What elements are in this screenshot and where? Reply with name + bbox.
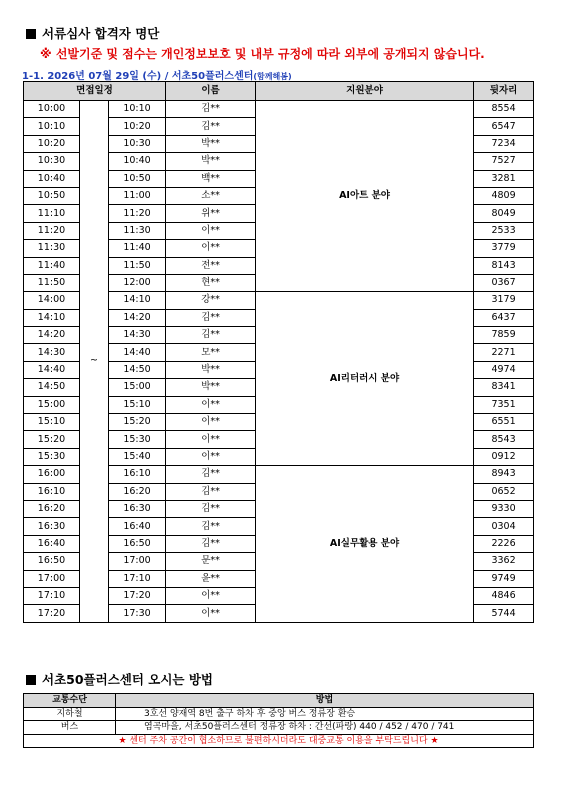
start-time: 16:20 bbox=[24, 500, 80, 517]
applicant-name: 김** bbox=[166, 309, 256, 326]
field-cell: AI리터러시 분야 bbox=[256, 292, 474, 466]
start-time: 10:50 bbox=[24, 187, 80, 204]
end-time: 14:20 bbox=[109, 309, 166, 326]
start-time: 14:40 bbox=[24, 361, 80, 378]
applicant-name: 이** bbox=[166, 431, 256, 448]
start-time: 14:50 bbox=[24, 379, 80, 396]
transport-mode: 버스 bbox=[24, 721, 116, 735]
end-time: 15:00 bbox=[109, 379, 166, 396]
applicant-name: 전** bbox=[166, 257, 256, 274]
applicant-id: 9330 bbox=[474, 500, 534, 517]
applicant-id: 2226 bbox=[474, 535, 534, 552]
start-time: 10:10 bbox=[24, 118, 80, 135]
end-time: 14:10 bbox=[109, 292, 166, 309]
start-time: 16:30 bbox=[24, 518, 80, 535]
applicant-id: 8341 bbox=[474, 379, 534, 396]
applicant-name: 이** bbox=[166, 396, 256, 413]
start-time: 15:00 bbox=[24, 396, 80, 413]
applicant-id: 4809 bbox=[474, 187, 534, 204]
applicant-name: 윤** bbox=[166, 570, 256, 587]
start-time: 14:10 bbox=[24, 309, 80, 326]
start-time: 10:40 bbox=[24, 170, 80, 187]
applicant-name: 모** bbox=[166, 344, 256, 361]
applicant-name: 위** bbox=[166, 205, 256, 222]
schedule-subtitle bbox=[22, 67, 292, 82]
applicant-name: 박** bbox=[166, 153, 256, 170]
applicant-id: 8943 bbox=[474, 466, 534, 483]
start-time: 11:30 bbox=[24, 240, 80, 257]
applicant-id: 8143 bbox=[474, 257, 534, 274]
schedule-header-row bbox=[24, 82, 534, 101]
applicant-id: 7234 bbox=[474, 135, 534, 152]
end-time: 10:20 bbox=[109, 118, 166, 135]
end-time: 12:00 bbox=[109, 274, 166, 291]
applicant-id: 5744 bbox=[474, 605, 534, 622]
header-field: 지원분야 bbox=[256, 82, 474, 101]
end-time: 11:50 bbox=[109, 257, 166, 274]
end-time: 10:50 bbox=[109, 170, 166, 187]
applicant-name: 이** bbox=[166, 587, 256, 604]
end-time: 11:40 bbox=[109, 240, 166, 257]
applicant-id: 9749 bbox=[474, 570, 534, 587]
end-time: 10:30 bbox=[109, 135, 166, 152]
transport-warning-row bbox=[24, 734, 534, 748]
end-time: 17:00 bbox=[109, 553, 166, 570]
applicant-id: 8554 bbox=[474, 101, 534, 118]
applicant-id: 7527 bbox=[474, 153, 534, 170]
applicant-name: 이** bbox=[166, 240, 256, 257]
transport-mode: 지하철 bbox=[24, 707, 116, 721]
table-row bbox=[24, 101, 534, 118]
applicant-id: 6437 bbox=[474, 309, 534, 326]
end-time: 15:30 bbox=[109, 431, 166, 448]
applicant-name: 문** bbox=[166, 553, 256, 570]
schedule-body bbox=[24, 101, 534, 623]
applicant-name: 김** bbox=[166, 118, 256, 135]
applicant-id: 8049 bbox=[474, 205, 534, 222]
applicant-id: 2271 bbox=[474, 344, 534, 361]
end-time: 11:00 bbox=[109, 187, 166, 204]
applicant-name: 이** bbox=[166, 222, 256, 239]
end-time: 10:10 bbox=[109, 101, 166, 118]
applicant-name: 박** bbox=[166, 361, 256, 378]
applicant-id: 3179 bbox=[474, 292, 534, 309]
applicant-name: 김** bbox=[166, 518, 256, 535]
transport-route: 염곡마을, 서초50플러스센터 정류장 하차 : 간선(파랑) 440 / 452 / 470 / 741 bbox=[116, 721, 534, 735]
start-time: 11:20 bbox=[24, 222, 80, 239]
applicant-id: 7351 bbox=[474, 396, 534, 413]
end-time: 15:10 bbox=[109, 396, 166, 413]
applicant-name: 김** bbox=[166, 101, 256, 118]
start-time: 11:10 bbox=[24, 205, 80, 222]
end-time: 10:40 bbox=[109, 153, 166, 170]
applicant-id: 6551 bbox=[474, 414, 534, 431]
applicant-name: 김** bbox=[166, 327, 256, 344]
start-time: 14:20 bbox=[24, 327, 80, 344]
field-cell: AI아트 분야 bbox=[256, 101, 474, 292]
start-time: 17:20 bbox=[24, 605, 80, 622]
applicant-id: 2533 bbox=[474, 222, 534, 239]
section-title-directions bbox=[26, 670, 213, 688]
applicant-name: 김** bbox=[166, 466, 256, 483]
transport-row bbox=[24, 721, 534, 735]
start-time: 17:10 bbox=[24, 587, 80, 604]
header-time: 면접일정 bbox=[24, 82, 166, 101]
applicant-id: 3281 bbox=[474, 170, 534, 187]
subtitle-sub: (함께해봄) bbox=[253, 72, 292, 81]
start-time: 14:30 bbox=[24, 344, 80, 361]
applicant-name: 백** bbox=[166, 170, 256, 187]
privacy-notice: ※ 선발기준 및 점수는 개인정보보호 및 내부 규정에 따라 외부에 공개되지 않습니다. bbox=[40, 47, 485, 61]
applicant-name: 박** bbox=[166, 135, 256, 152]
start-time: 11:40 bbox=[24, 257, 80, 274]
end-time: 16:50 bbox=[109, 535, 166, 552]
start-time: 16:00 bbox=[24, 466, 80, 483]
field-cell: AI실무활용 분야 bbox=[256, 466, 474, 623]
applicant-name: 박** bbox=[166, 379, 256, 396]
start-time: 15:20 bbox=[24, 431, 80, 448]
end-time: 17:30 bbox=[109, 605, 166, 622]
header-route: 방법 bbox=[116, 694, 534, 708]
applicant-id: 6547 bbox=[474, 118, 534, 135]
start-time: 17:00 bbox=[24, 570, 80, 587]
applicant-id: 8543 bbox=[474, 431, 534, 448]
header-mode: 교통수단 bbox=[24, 694, 116, 708]
start-time: 14:00 bbox=[24, 292, 80, 309]
transport-table bbox=[23, 693, 534, 748]
applicant-id: 4974 bbox=[474, 361, 534, 378]
applicant-id: 0912 bbox=[474, 448, 534, 465]
applicant-id: 4846 bbox=[474, 587, 534, 604]
applicant-id: 0367 bbox=[474, 274, 534, 291]
section-title-text: 서류심사 합격자 명단 bbox=[42, 26, 160, 41]
end-time: 16:10 bbox=[109, 466, 166, 483]
schedule-table bbox=[23, 81, 534, 623]
end-time: 16:30 bbox=[109, 500, 166, 517]
applicant-name: 강** bbox=[166, 292, 256, 309]
end-time: 16:40 bbox=[109, 518, 166, 535]
applicant-id: 3779 bbox=[474, 240, 534, 257]
time-separator: ~ bbox=[80, 101, 109, 623]
applicant-id: 0652 bbox=[474, 483, 534, 500]
end-time: 11:20 bbox=[109, 205, 166, 222]
end-time: 15:20 bbox=[109, 414, 166, 431]
parking-warning: ★ 센터 주차 공간이 협소하므로 불편하시더라도 대중교통 이용을 부탁드립니다 ★ bbox=[24, 734, 534, 748]
applicant-name: 이** bbox=[166, 448, 256, 465]
start-time: 16:40 bbox=[24, 535, 80, 552]
start-time: 15:30 bbox=[24, 448, 80, 465]
applicant-name: 소** bbox=[166, 187, 256, 204]
end-time: 11:30 bbox=[109, 222, 166, 239]
applicant-name: 이** bbox=[166, 414, 256, 431]
section-title-text: 서초50플러스센터 오시는 방법 bbox=[42, 672, 213, 687]
start-time: 15:10 bbox=[24, 414, 80, 431]
start-time: 10:30 bbox=[24, 153, 80, 170]
transport-route: 3호선 양재역 8번 출구 하차 후 중앙 버스 정류장 환승 bbox=[116, 707, 534, 721]
applicant-name: 김** bbox=[166, 483, 256, 500]
applicant-name: 김** bbox=[166, 535, 256, 552]
transport-header-row bbox=[24, 694, 534, 708]
end-time: 16:20 bbox=[109, 483, 166, 500]
end-time: 15:40 bbox=[109, 448, 166, 465]
subtitle-main: 1-1. 2026년 07월 29일 (수) / 서초50플러스센터 bbox=[22, 71, 254, 82]
start-time: 10:20 bbox=[24, 135, 80, 152]
start-time: 11:50 bbox=[24, 274, 80, 291]
end-time: 17:10 bbox=[109, 570, 166, 587]
end-time: 17:20 bbox=[109, 587, 166, 604]
square-bullet-icon bbox=[26, 29, 36, 39]
applicant-name: 현** bbox=[166, 274, 256, 291]
end-time: 14:50 bbox=[109, 361, 166, 378]
start-time: 16:50 bbox=[24, 553, 80, 570]
applicant-name: 김** bbox=[166, 500, 256, 517]
start-time: 16:10 bbox=[24, 483, 80, 500]
start-time: 10:00 bbox=[24, 101, 80, 118]
header-id: 뒷자리 bbox=[474, 82, 534, 101]
applicant-id: 0304 bbox=[474, 518, 534, 535]
applicant-id: 3362 bbox=[474, 553, 534, 570]
end-time: 14:30 bbox=[109, 327, 166, 344]
section-title-results bbox=[26, 24, 159, 42]
applicant-name: 이** bbox=[166, 605, 256, 622]
header-name: 이름 bbox=[166, 82, 256, 101]
end-time: 14:40 bbox=[109, 344, 166, 361]
applicant-id: 7859 bbox=[474, 327, 534, 344]
transport-row bbox=[24, 707, 534, 721]
square-bullet-icon bbox=[26, 675, 36, 685]
